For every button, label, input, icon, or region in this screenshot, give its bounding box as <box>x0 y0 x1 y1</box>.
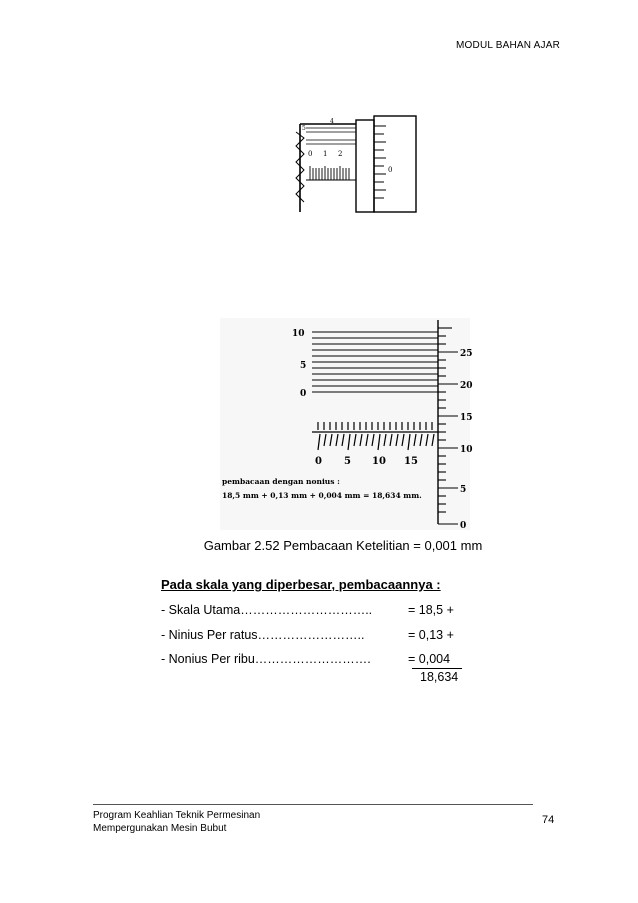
reading-annotation-title: pembacaan dengan nonius : <box>222 477 340 486</box>
scale-label-2: 2 <box>338 150 343 158</box>
header-title: MODUL BAHAN AJAR <box>456 40 560 51</box>
reading-row-value: = 18,5 + <box>408 603 454 617</box>
thimble-label-10: 10 <box>460 445 473 455</box>
reading-row-label: - Skala Utama………………………….. <box>161 603 373 617</box>
footer-module: Mempergunakan Mesin Bubut <box>93 823 227 834</box>
main-scale-label-10: 10 <box>292 329 305 339</box>
sum-divider <box>412 668 462 669</box>
reading-row-value: = 0,004 <box>408 652 451 666</box>
section-heading: Pada skala yang diperbesar, pembacaannya : <box>161 577 441 592</box>
figure-caption: Gambar 2.52 Pembacaan Ketelitian = 0,001 mm <box>203 538 483 553</box>
thimble-label-15: 15 <box>460 413 473 423</box>
reading-annotation-formula: 18,5 mm + 0,13 mm + 0,004 mm = 18,634 mm. <box>222 491 422 500</box>
thimble-label-5: 5 <box>460 485 467 495</box>
reading-row-label: - Nonius Per ribu………………………. <box>161 652 371 666</box>
scale-label-0: 0 <box>308 150 313 158</box>
thimble-label-25: 25 <box>460 349 473 359</box>
vernier-label-15: 15 <box>404 456 418 467</box>
scale-label-1: 1 <box>323 150 328 158</box>
reading-row-skala-utama <box>161 603 454 617</box>
page-number: 74 <box>542 814 555 826</box>
vernier-label-10: 10 <box>372 456 386 467</box>
micrometer-figure-small <box>292 112 422 218</box>
reading-row-nonius-per-ribu <box>161 652 451 666</box>
reading-row-label: - Ninius Per ratus…………………….. <box>161 628 365 642</box>
upper-mark-5: 5 <box>302 125 306 132</box>
reading-row-value: = 0,13 + <box>408 628 454 642</box>
footer-program: Program Keahlian Teknik Permesinan <box>93 810 261 821</box>
vernier-label-0: 0 <box>315 456 322 467</box>
main-scale-label-5: 5 <box>300 361 307 371</box>
reading-row-ninius-per-ratus <box>161 628 454 642</box>
thimble-label-0: 0 <box>460 521 467 531</box>
nonius-reading-figure <box>220 318 473 531</box>
main-scale-label-0: 0 <box>300 389 307 399</box>
vernier-label-5: 5 <box>344 456 351 467</box>
footer-divider <box>93 804 533 805</box>
upper-mark-4: 4 <box>330 118 334 125</box>
reading-total: 18,634 <box>420 670 459 684</box>
thimble-label-0: 0 <box>388 166 393 174</box>
thimble-label-20: 20 <box>460 381 473 391</box>
